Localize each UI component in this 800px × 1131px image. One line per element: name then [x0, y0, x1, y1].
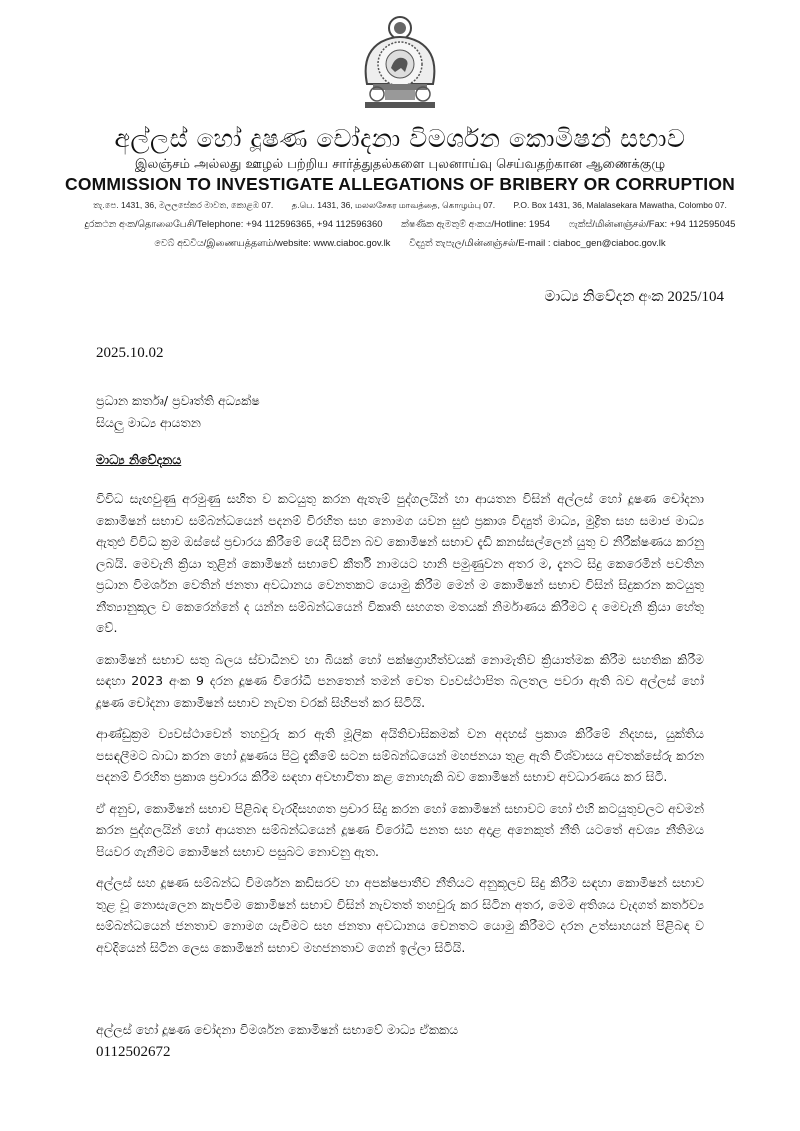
- fax-label: ෆැක්ස්/மின்னஞ்சல்/Fax:: [568, 219, 668, 230]
- web-contact-line: [40, 238, 780, 250]
- media-release-reference: මාධ්‍ය නිවේදන අංක 2025/104: [544, 289, 724, 305]
- addressee-block: [96, 390, 260, 434]
- address-sinhala: තැ.පෙ. 1431, 36, මලලසේකර මාවත, කොළඹ 07.: [93, 200, 274, 210]
- body-paragraph: ආණ්ඩුක්‍රම ව්‍යවස්ථාවෙන් තහවුරු කර ඇති මූලික අයිතිවාසිකමක් වන අදහස් ප්‍රකාශ කිරීමේ නිදහස, යුක්තිය පසඳලීමට බාධා කරන හෝ දූෂණය පිටු දැකීමේ සටන සම්බන්ධයෙන් මහජනයා තුළ ඇති විශ්වාසය අවතක්සේරු කරන පදනම් විරහිත ප්‍රකාශ ප්‍රචාරය කිරීම සඳහා අවභාවිතා කළ නොහැකි බව කොමිෂන් සභාව අවධාරණය කර සිටී.: [96, 726, 704, 784]
- signature-unit: අල්ලස් හෝ දූෂණ චෝදනා විමර්ශන කොමිෂන් සභාවේ මාධ්‍ය ඒකකය: [96, 1022, 459, 1037]
- telephone-label: දුරකථන අංක/தொலைபேசி/Telephone:: [84, 219, 244, 230]
- body-paragraph: විවිධ සැඟවුණු අරමුණු සහිත ව කටයුතු කරන ඇතැම් පුද්ගලයින් හා ආයතන විසින් අල්ලස් හෝ දූෂණ චෝදනා කොමිෂන් සභාව සම්බන්ධයෙන් පදනම් විරහිත සහ නොමග යවන සුළු ප්‍රකාශ විද්‍යුත් මාධ්‍ය, මුද්‍රිත සහ සමාජ මාධ්‍ය ඇතුළු විවිධ ක්‍රම ඔස්සේ ප්‍රචාරය කිරීමේ යෙදී සිටින බව කොමිෂන් සභාව දැඩි කනස්සල්ලෙන් යුතු ව නිරීක්ෂණය කරනු ලබයි. මෙවැනි ක්‍රියා තුළින් කොමිෂන් සභාවේ කීර්ති නාමයට හානි පමුණුවන අතර ම, දැනට සිදු කෙරෙමින් පවතින ප්‍රධාන විමර්ශන වෙතින් ජනතා අවධානය වෙනතකට යොමු කිරීම මෙන් ම කොමිෂන් සභාව විසින් සිදුකරන කටයුතු නීත්‍යානුකූල ව කෙරෙන්නේ ද යන්න සම්බන්ධයෙන් විකෘති සහගත මතයක් නිර්මාණය කිරීමට ද මෙවැනි ක්‍රියා හේතු වේ.: [96, 491, 704, 635]
- commission-name-english: COMMISSION TO INVESTIGATE ALLEGATIONS OF BRIBERY OR CORRUPTION: [65, 174, 735, 194]
- signature-phone: 0112502672: [96, 1044, 171, 1060]
- website-label: වෙබ් අඩවිය/இணையத்தளம்/website:: [154, 238, 311, 249]
- address-tamil: த.பெ. 1431, 36, மலலசேகர மாவத்தை, கொழும்பு 07.: [291, 200, 496, 210]
- addressee-line-1: ප්‍රධාන කර්තෘ/ ප්‍රවෘත්ති අධ්‍යක්ෂ: [96, 393, 260, 408]
- commission-name-sinhala: අල්ලස් හෝ දූෂණ චෝදනා විමර්ශන කොමිෂන් සභාව: [114, 124, 686, 153]
- contact-numbers-line: [40, 219, 780, 231]
- address-english: P.O. Box 1431, 36, Malalasekara Mawatha, Colombo 07.: [513, 200, 727, 210]
- body-paragraph: කොමිෂන් සභාව සතු බලය ස්වාධීනව හා බියක් හෝ පක්ෂග්‍රාහීත්වයක් නොමැතිව ක්‍රියාත්මක කිරීම සහතික කිරීම සඳහා 2023 අංක 9 දරන දූෂණ විරෝධී පනතෙන් තමන් වෙත ව්‍යවස්ථාපිත බලතල පවරා ඇති බව අල්ලස් හෝ දූෂණ චෝදනා කොමිෂන් සභාව නැවත වරක් සිහිපත් කර සිටියි.: [96, 651, 704, 710]
- email-label: විද්‍යුත් තැපැල/மின்னஞ்சல்/E-mail :: [409, 238, 551, 249]
- address-line: [40, 200, 780, 212]
- document-body: [96, 488, 704, 968]
- addressee-line-2: සියලු මාධ්‍ය ආයතන: [96, 415, 201, 430]
- commission-name-tamil: இலஞ்சம் அல்லது ஊழல் பற்றிய சார்த்துதல்களை புலனாய்வு செய்வதற்கான ஆணைக்குழு: [134, 157, 666, 172]
- sri-lanka-emblem-icon: [345, 14, 455, 114]
- email-link[interactable]: ciaboc_gen@ciaboc.gov.lk: [553, 238, 666, 249]
- body-paragraph: ඒ අනුව, කොමිෂන් සභාව පිළිබඳ වැරදිසහගත ප්‍රචාර සිදු කරන හෝ කොමිෂන් සභාවට හෝ එහි කටයුතුවලට අවමන් කරන පුද්ගලයින් හෝ ආයතන සම්බන්ධයෙන් දූෂණ විරෝධී පනත සහ අදාළ අනෙකුත් නීති යටතේ අවශ්‍ය නීතිමය පියවර ගැනීමට කොමිෂන් සභාව පසුබට නොවනු ඇත.: [96, 800, 704, 859]
- document-heading: මාධ්‍ය නිවේදනය: [96, 452, 182, 467]
- fax-value: +94 112595045: [669, 219, 736, 230]
- hotline-label: ක්ෂණික ඇමතුම් අංකය/Hotline:: [401, 219, 527, 230]
- telephone-value: +94 112596365, +94 112596360: [246, 219, 383, 230]
- document-date: 2025.10.02: [96, 345, 164, 361]
- hotline-value: 1954: [528, 219, 551, 230]
- body-paragraph: අල්ලස් සහ දූෂණ සම්බන්ධ විමර්ශන කඩිසරව හා අපක්ෂපාතීව නීතියට අනුකූලව සිදු කිරීම සඳහා කොමිෂන් සභාව තුළ වූ නොසැලෙන කැපවීම කොමිෂන් සභාව විසින් නැවතත් තහවුරු කර සිටින අතර, මෙම අතිශය වැදගත් කර්තව්‍ය සම්බන්ධයෙන් ජනතාව නොමග යැවීමට සහ ජනතා අවධානය වෙනතට යොමු කිරීමට දරන උත්සාහයන් පිළිබඳ ව අවදියෙන් සිටින ලෙස කොමිෂන් සභාව මහජනතාව ගෙන් ඉල්ලා සිටියි.: [96, 875, 704, 955]
- website-link[interactable]: www.ciaboc.gov.lk: [313, 238, 391, 249]
